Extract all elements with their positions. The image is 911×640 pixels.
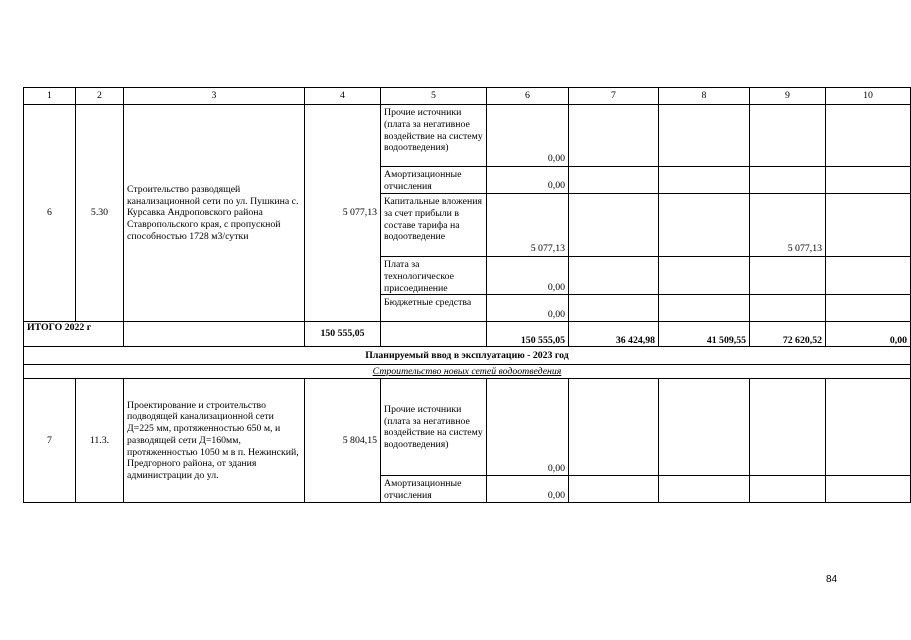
empty-cell [569, 194, 659, 257]
source-value [750, 105, 826, 167]
funding-source: Прочие источники (плата за негативное воздействие на систему водоотведения) [381, 379, 487, 476]
header-cell: 7 [569, 88, 659, 105]
empty-cell [826, 257, 911, 295]
header-cell: 8 [659, 88, 750, 105]
project-description: Строительство разводящей канализационной сети по ул. Пушкина с. Курсавка Андроповского района Ставропольского края, с пропускной способностью 1728 м3/сутки [124, 105, 305, 322]
source-value [750, 295, 826, 322]
source-value [750, 167, 826, 194]
section-banner-row [24, 347, 911, 365]
header-cell: 4 [305, 88, 381, 105]
source-value: 0,00 [487, 257, 569, 295]
section-banner: Планируемый ввод в эксплуатацию - 2023 год [24, 347, 911, 365]
row-number: 7 [24, 379, 76, 503]
empty-cell [826, 194, 911, 257]
total-col6: 150 555,05 [487, 322, 569, 347]
header-cell: 3 [124, 88, 305, 105]
project-total: 5 077,13 [305, 105, 381, 322]
header-cell: 10 [826, 88, 911, 105]
row-number: 6 [24, 105, 76, 322]
empty-cell [826, 167, 911, 194]
row-code: 11.3. [76, 379, 124, 503]
total-label: ИТОГО 2022 г [24, 322, 124, 347]
funding-source: Бюджетные средства [381, 295, 487, 322]
empty-cell [826, 379, 911, 476]
row-code: 5.30 [76, 105, 124, 322]
empty-cell [381, 322, 487, 347]
empty-cell [569, 105, 659, 167]
empty-cell [569, 167, 659, 194]
subsection-banner: Строительство новых сетей водоотведения [24, 365, 911, 379]
project-total: 5 804,15 [305, 379, 381, 503]
empty-cell [826, 295, 911, 322]
total-col7: 36 424,98 [569, 322, 659, 347]
empty-cell [826, 105, 911, 167]
funding-source: Плата за технологическое присоединение [381, 257, 487, 295]
funding-source: Капитальные вложения за счет прибыли в составе тарифа на водоотведение [381, 194, 487, 257]
empty-cell [659, 379, 750, 476]
funding-source: Прочие источники (плата за негативное воздействие на систему водоотведения) [381, 105, 487, 167]
empty-cell [569, 295, 659, 322]
source-value [750, 257, 826, 295]
header-cell: 5 [381, 88, 487, 105]
funding-source: Амортизационные отчисления [381, 167, 487, 194]
total-col10: 0,00 [826, 322, 911, 347]
header-cell: 2 [76, 88, 124, 105]
empty-cell [659, 105, 750, 167]
empty-cell [569, 379, 659, 476]
empty-cell [569, 476, 659, 503]
header-row [24, 88, 911, 105]
empty-cell [750, 379, 826, 476]
empty-cell [569, 257, 659, 295]
investment-table [23, 87, 911, 503]
funding-source: Амортизационные отчисления [381, 476, 487, 503]
header-cell: 9 [750, 88, 826, 105]
empty-cell [659, 295, 750, 322]
source-value: 0,00 [487, 105, 569, 167]
subsection-banner-row [24, 365, 911, 379]
source-value: 0,00 [487, 476, 569, 503]
empty-cell [659, 167, 750, 194]
source-value: 5 077,13 [750, 194, 826, 257]
table-row [24, 105, 911, 167]
empty-cell [659, 194, 750, 257]
source-value: 0,00 [487, 167, 569, 194]
header-cell: 1 [24, 88, 76, 105]
empty-cell [659, 257, 750, 295]
empty-cell [124, 322, 305, 347]
empty-cell [826, 476, 911, 503]
total-col8: 41 509,55 [659, 322, 750, 347]
empty-cell [659, 476, 750, 503]
header-cell: 6 [487, 88, 569, 105]
project-description: Проектирование и строительство подводящей канализационной сети Д=225 мм, протяженностью 650 м, и разводящей сети Д=160мм, протяженностью 1050 м в п. Нежинский, Предгорного района, от здания администрации до ул. [124, 379, 305, 503]
empty-cell [750, 476, 826, 503]
page-number: 84 [826, 574, 838, 585]
source-value: 0,00 [487, 295, 569, 322]
total-col9: 72 620,52 [750, 322, 826, 347]
source-value: 0,00 [487, 379, 569, 476]
total-row [24, 322, 911, 347]
source-value: 5 077,13 [487, 194, 569, 257]
table-row [24, 379, 911, 476]
total-sum: 150 555,05 [305, 322, 381, 347]
